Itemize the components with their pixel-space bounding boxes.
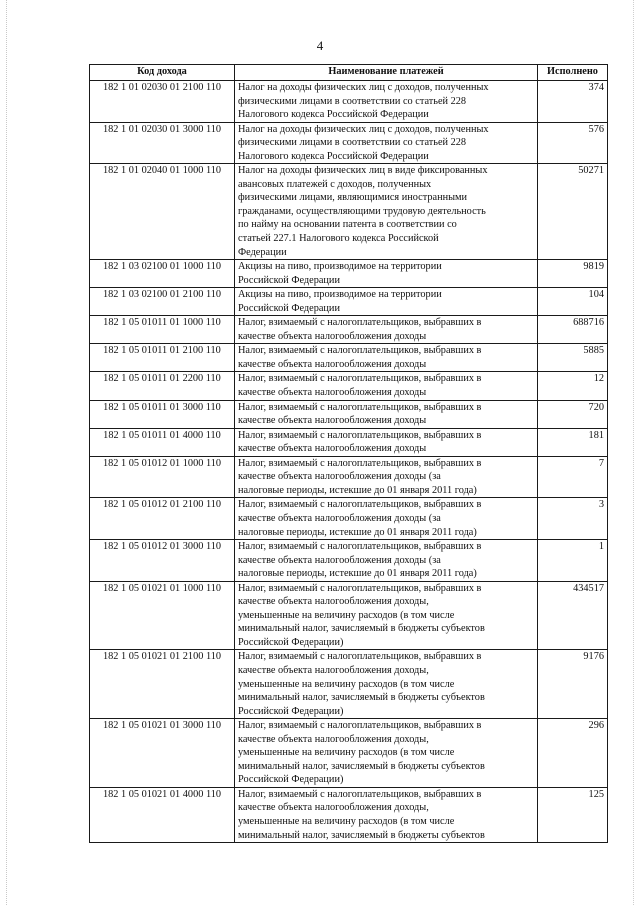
payment-name-line: качестве объекта налогообложения доходы — [238, 415, 427, 427]
payment-name-line: Налог, взимаемый с налогоплательщиков, выбравших в — [238, 499, 482, 511]
revenue-code-cell: 182 1 05 01012 01 3000 110 — [90, 540, 235, 582]
payment-name-line: минимальный налог, зачисляемый в бюджеты субъектов — [238, 829, 485, 841]
revenue-code-cell: 182 1 01 02030 01 2100 110 — [90, 81, 235, 123]
payment-name-cell — [235, 122, 538, 164]
payment-name-line: Налогового кодекса Российской Федерации — [238, 150, 429, 162]
payment-name-line: качестве объекта налогообложения доходы, — [238, 733, 429, 745]
revenue-code-cell: 182 1 05 01021 01 2100 110 — [90, 650, 235, 719]
payment-name-line: качестве объекта налогообложения доходы, — [238, 664, 429, 676]
payment-name-line: минимальный налог, зачисляемый в бюджеты субъектов — [238, 623, 485, 635]
header-code: Код дохода — [90, 65, 235, 81]
table-row — [90, 344, 608, 372]
executed-amount-cell: 125 — [538, 787, 608, 842]
payment-name-line: Налог, взимаемый с налогоплательщиков, выбравших в — [238, 345, 482, 357]
header-row — [90, 65, 608, 81]
executed-amount-cell: 50271 — [538, 164, 608, 260]
payment-name-line: уменьшенные на величину расходов (в том числе — [238, 609, 455, 621]
payment-name-line: Налог, взимаемый с налогоплательщиков, выбравших в — [238, 317, 482, 329]
payment-name-line: налоговые периоды, истекшие до 01 января 2011 года) — [238, 568, 477, 580]
payment-name-line: Российской Федерации) — [238, 705, 344, 717]
executed-amount-cell: 374 — [538, 81, 608, 123]
payment-name-line: минимальный налог, зачисляемый в бюджеты субъектов — [238, 692, 485, 704]
revenue-code-cell: 182 1 05 01021 01 3000 110 — [90, 719, 235, 788]
table-row — [90, 456, 608, 498]
revenue-code-cell: 182 1 05 01012 01 2100 110 — [90, 498, 235, 540]
payment-name-line: Российской Федерации — [238, 274, 340, 286]
payment-name-line: качестве объекта налогообложения доходы, — [238, 802, 429, 814]
payment-name-line: качестве объекта налогообложения доходы — [238, 330, 427, 342]
payment-name-cell — [235, 81, 538, 123]
payment-name-line: физическими лицами, являющимися иностранными — [238, 192, 468, 204]
payment-name-cell — [235, 164, 538, 260]
executed-amount-cell: 9819 — [538, 260, 608, 288]
executed-amount-cell: 7 — [538, 456, 608, 498]
payment-name-cell — [235, 372, 538, 400]
payment-name-line: Российской Федерации — [238, 302, 340, 314]
payment-name-line: физическими лицами в соответствии со статьей 228 — [238, 95, 467, 107]
payment-name-line: Российской Федерации) — [238, 636, 344, 648]
executed-amount-cell: 576 — [538, 122, 608, 164]
payment-name-line: Налог на доходы физических лиц в виде фиксированных — [238, 165, 488, 177]
payment-name-line: уменьшенные на величину расходов (в том числе — [238, 815, 455, 827]
executed-amount-cell: 5885 — [538, 344, 608, 372]
table-row — [90, 540, 608, 582]
payment-name-line: Налог, взимаемый с налогоплательщиков, выбравших в — [238, 401, 482, 413]
revenue-code-cell: 182 1 05 01011 01 1000 110 — [90, 316, 235, 344]
payment-name-line: Налог на доходы физических лиц с доходов, полученных — [238, 82, 489, 93]
payment-name-cell — [235, 498, 538, 540]
payment-name-line: авансовых платежей с доходов, полученных — [238, 178, 432, 190]
table-row — [90, 260, 608, 288]
payment-name-line: качестве объекта налогообложения доходы, — [238, 596, 429, 608]
payment-name-line: Акцизы на пиво, производимое на территории — [238, 261, 442, 273]
payment-name-line: Налог, взимаемый с налогоплательщиков, выбравших в — [238, 429, 482, 441]
page-number: 4 — [316, 38, 324, 53]
payment-name-line: Федерации — [238, 246, 287, 258]
payment-name-line: качестве объекта налогообложения доходы (за — [238, 471, 441, 483]
revenue-code-cell: 182 1 05 01012 01 1000 110 — [90, 456, 235, 498]
payment-name-line: статьей 227.1 Налогового кодекса Российской — [238, 233, 439, 245]
revenue-code-cell: 182 1 05 01021 01 4000 110 — [90, 787, 235, 842]
payment-name-line: Налог, взимаемый с налогоплательщиков, выбравших в — [238, 582, 482, 594]
payment-name-cell — [235, 400, 538, 428]
payment-name-cell — [235, 456, 538, 498]
header-value: Исполнено — [538, 65, 608, 81]
revenue-table — [89, 64, 608, 843]
payment-name-line: минимальный налог, зачисляемый в бюджеты субъектов — [238, 760, 485, 772]
table-row — [90, 164, 608, 260]
executed-amount-cell: 296 — [538, 719, 608, 788]
executed-amount-cell: 1 — [538, 540, 608, 582]
table-row — [90, 316, 608, 344]
table-row — [90, 787, 608, 842]
payment-name-line: качестве объекта налогообложения доходы (за — [238, 554, 441, 566]
payment-name-cell — [235, 787, 538, 842]
scan-edge-left — [6, 0, 8, 905]
executed-amount-cell: 12 — [538, 372, 608, 400]
payment-name-line: Налог, взимаемый с налогоплательщиков, выбравших в — [238, 541, 482, 553]
executed-amount-cell: 9176 — [538, 650, 608, 719]
table-row — [90, 122, 608, 164]
payment-name-line: налоговые периоды, истекшие до 01 января 2011 года) — [238, 526, 477, 538]
executed-amount-cell: 181 — [538, 428, 608, 456]
executed-amount-cell: 720 — [538, 400, 608, 428]
header-name: Наименование платежей — [235, 65, 538, 81]
payment-name-line: Акцизы на пиво, производимое на территории — [238, 289, 442, 301]
payment-name-cell — [235, 650, 538, 719]
payment-name-line: Налог, взимаемый с налогоплательщиков, выбравших в — [238, 373, 482, 385]
table-row — [90, 81, 608, 123]
revenue-code-cell: 182 1 05 01011 01 2200 110 — [90, 372, 235, 400]
payment-name-line: физическими лицами в соответствии со статьей 228 — [238, 137, 467, 149]
payment-name-line: качестве объекта налогообложения доходы — [238, 358, 427, 370]
executed-amount-cell: 434517 — [538, 581, 608, 650]
table-row — [90, 581, 608, 650]
table-row — [90, 400, 608, 428]
revenue-code-cell: 182 1 05 01011 01 3000 110 — [90, 400, 235, 428]
table-row — [90, 719, 608, 788]
payment-name-line: уменьшенные на величину расходов (в том числе — [238, 678, 455, 690]
revenue-code-cell: 182 1 01 02040 01 1000 110 — [90, 164, 235, 260]
payment-name-line: Налог, взимаемый с налогоплательщиков, выбравших в — [238, 720, 482, 732]
executed-amount-cell: 3 — [538, 498, 608, 540]
revenue-code-cell: 182 1 01 02030 01 3000 110 — [90, 122, 235, 164]
revenue-code-cell: 182 1 05 01011 01 4000 110 — [90, 428, 235, 456]
revenue-code-cell: 182 1 03 02100 01 2100 110 — [90, 288, 235, 316]
payment-name-cell — [235, 428, 538, 456]
payment-name-line: уменьшенные на величину расходов (в том числе — [238, 747, 455, 759]
payment-name-cell — [235, 581, 538, 650]
table-body — [90, 81, 608, 843]
payment-name-line: Налогового кодекса Российской Федерации — [238, 109, 429, 121]
payment-name-cell — [235, 288, 538, 316]
table-row — [90, 372, 608, 400]
revenue-code-cell: 182 1 03 02100 01 1000 110 — [90, 260, 235, 288]
executed-amount-cell: 104 — [538, 288, 608, 316]
payment-name-line: Налог, взимаемый с налогоплательщиков, выбравших в — [238, 457, 482, 469]
payment-name-cell — [235, 316, 538, 344]
payment-name-line: по найму на основании патента в соответствии со — [238, 219, 457, 231]
payment-name-line: гражданами, осуществляющими трудовую деятельность — [238, 205, 486, 217]
payment-name-line: Налог, взимаемый с налогоплательщиков, выбравших в — [238, 788, 482, 800]
revenue-code-cell: 182 1 05 01021 01 1000 110 — [90, 581, 235, 650]
table-row — [90, 650, 608, 719]
payment-name-line: Российской Федерации) — [238, 774, 344, 786]
table-row — [90, 498, 608, 540]
payment-name-line: качестве объекта налогообложения доходы — [238, 387, 427, 399]
payment-name-line: Налог на доходы физических лиц с доходов, полученных — [238, 123, 489, 135]
payment-name-cell — [235, 540, 538, 582]
payment-name-cell — [235, 344, 538, 372]
table-row — [90, 288, 608, 316]
scan-edge-right — [633, 0, 635, 905]
table-header — [90, 65, 608, 81]
payment-name-cell — [235, 260, 538, 288]
executed-amount-cell: 688716 — [538, 316, 608, 344]
payment-name-line: качестве объекта налогообложения доходы — [238, 443, 427, 455]
payment-name-line: налоговые периоды, истекшие до 01 января 2011 года) — [238, 484, 477, 496]
payment-name-cell — [235, 719, 538, 788]
revenue-code-cell: 182 1 05 01011 01 2100 110 — [90, 344, 235, 372]
payment-name-line: качестве объекта налогообложения доходы (за — [238, 512, 441, 524]
table-row — [90, 428, 608, 456]
payment-name-line: Налог, взимаемый с налогоплательщиков, выбравших в — [238, 651, 482, 663]
